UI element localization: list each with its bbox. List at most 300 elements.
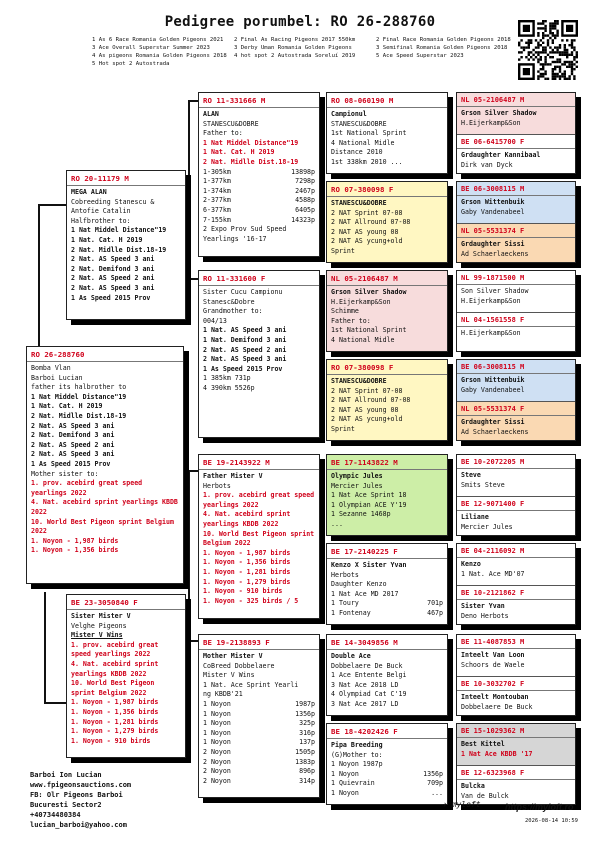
info-line: Ad Schaerlaeckens bbox=[461, 249, 529, 258]
pigeon-name: Best Kittel bbox=[461, 740, 505, 748]
ring-number: NL 05-2106487 M bbox=[327, 271, 447, 286]
result-row bbox=[331, 789, 443, 799]
ring-number: NL 99-1871500 M bbox=[457, 271, 575, 285]
result-row bbox=[203, 700, 315, 710]
pigeon-name: Mother Mister V bbox=[203, 652, 263, 660]
performance-line: 1. Noyon - 1,281 birds bbox=[203, 567, 291, 576]
info-line: Barboi Lucian bbox=[31, 373, 83, 382]
ring-number: BE 14-3049856 M bbox=[327, 635, 447, 650]
performance-line: 1. Noyon - 910 birds bbox=[71, 736, 151, 745]
performance-line: 1. Noyon - 1,279 birds bbox=[203, 577, 291, 586]
performance-line: 1. Noyon - 1,987 birds bbox=[71, 698, 159, 707]
performance-line: 10. World Best Pigeon sprint Belgium 2022 bbox=[71, 679, 155, 697]
result-race: 1-305km bbox=[203, 167, 231, 176]
card-body bbox=[457, 238, 575, 261]
pigeon-name: Pipa Breeding bbox=[331, 741, 383, 749]
pair-card bbox=[456, 270, 576, 352]
info-line: Yearlings '16-17 bbox=[203, 234, 267, 243]
card-body bbox=[457, 149, 575, 172]
info-line: 3 Nat Ace 2018 LD bbox=[331, 680, 399, 689]
ring-number: NL 05-2106487 M bbox=[457, 93, 575, 107]
ring-number: BE 17-1143822 M bbox=[327, 455, 447, 470]
info-line: STANESCU&DOBRE bbox=[203, 119, 259, 128]
info-line: 004/13 bbox=[203, 316, 227, 325]
ancestor-entry[interactable] bbox=[457, 724, 575, 765]
info-line: 1 Sezanne 1468p bbox=[331, 510, 391, 519]
pigeon-name: Grson Silver Shadow bbox=[461, 109, 537, 117]
info-line: Father to: bbox=[203, 129, 243, 138]
card-body bbox=[457, 107, 575, 130]
info-line: Ad Schaerlaeckens bbox=[461, 427, 529, 436]
performance-line: 1. Noyon - 1,281 birds bbox=[71, 717, 159, 726]
pigeon-name: Bulcka bbox=[461, 782, 485, 790]
info-line: H.Eijerkamp&Son bbox=[461, 329, 521, 337]
date-stamp: 2026-08-14 10:59 bbox=[525, 818, 578, 824]
info-line: 1 Nat. Ace MD'07 bbox=[461, 569, 525, 578]
result-race: 2 Noyon bbox=[203, 757, 231, 766]
info-line: 1st National Sprint bbox=[331, 129, 407, 138]
info-line: Bomba Vlan bbox=[31, 364, 71, 372]
ancestor-entry[interactable] bbox=[457, 496, 575, 536]
performance-line: 1 Nat. Cat. H 2019 bbox=[71, 235, 143, 244]
contact-line: FB: Olr Pigeons Barboi bbox=[30, 791, 123, 799]
connector-line bbox=[188, 640, 198, 642]
pigeon-name: Kenzo X Sister Yvan bbox=[331, 561, 407, 569]
ancestor-entry[interactable] bbox=[457, 271, 575, 312]
achievement-item: 1 As 6 Race Romania Golden Pigeons 2021 bbox=[92, 37, 224, 43]
result-race: 1-374km bbox=[203, 186, 231, 195]
connector-line bbox=[188, 100, 198, 102]
info-line: 2 NAT Sprint 07-08 bbox=[331, 208, 403, 217]
performance-line: 1 Nat. Cat. H 2019 bbox=[203, 148, 275, 157]
great-grandparent-card[interactable] bbox=[326, 723, 448, 805]
info-line: 2 NAT AS young 08 bbox=[331, 405, 399, 414]
sibling-result: 4. Nat. acebird sprint yearlings KBDB 2022 bbox=[31, 498, 178, 516]
info-line: 1 Ace Entente Belgi bbox=[331, 671, 407, 680]
ring-number: BE 23-3050840 F bbox=[67, 595, 185, 610]
ancestor-entry[interactable] bbox=[457, 223, 575, 263]
info-line: 2 NAT AS ycung+old bbox=[331, 415, 403, 424]
pigeon-name: Grdaughter Sissi bbox=[461, 418, 525, 426]
info-line: Stanesc&Dobre bbox=[203, 297, 255, 306]
info-line: 2 NAT AS young 08 bbox=[331, 227, 399, 236]
performance-line: 2 Nat. Midlle Dist.18-19 bbox=[71, 245, 167, 254]
performance-line: 1 Nat. AS Speed 3 ani bbox=[203, 326, 287, 335]
result-birds: 4588p bbox=[295, 196, 315, 205]
ring-number: BE 19-2143922 M bbox=[199, 455, 319, 470]
achievement-item: 4 hot spot 2 Autostrada Soreluí 2019 bbox=[234, 53, 356, 59]
achievements-list bbox=[92, 36, 512, 68]
ring-number: BE 06-3008115 M bbox=[457, 360, 575, 374]
result-row bbox=[203, 719, 315, 729]
info-line: 2 NAT Allround 07-08 bbox=[331, 396, 411, 405]
performance-line: 2 Nat. AS Speed 3 ani bbox=[71, 255, 155, 264]
performance-line: 1. Noyon - 325 birds / 5 bbox=[203, 596, 299, 605]
info-line: Sister Cucu Campionu bbox=[203, 288, 283, 296]
performance-line: 4. Nat. acebird sprint yearlings KBDB 2022 bbox=[71, 659, 159, 678]
ring-number: RO 07-380098 F bbox=[327, 182, 447, 197]
achievement-item: 5 Hot spot 2 Autostrada bbox=[92, 61, 170, 67]
performance-line: 1. prov. acebird great speed yearlings 2022 bbox=[203, 491, 315, 509]
pigeon-name: Kenzo bbox=[461, 560, 481, 568]
performance-line: 2 Nat. AS Speed 3 ani bbox=[31, 421, 115, 430]
result-row: 4 390km 5526p bbox=[203, 383, 255, 392]
info-line: ... bbox=[331, 519, 343, 528]
result-row bbox=[203, 710, 315, 720]
info-line: Dobbelaere De Buck bbox=[331, 661, 403, 670]
pigeon-name: Grdaughter Sissi bbox=[461, 240, 525, 248]
achievement-item: 3 Ace Overall Superstar Summer 2023 bbox=[92, 45, 210, 51]
performance-line: 2 Nat. Demifond 3 ani bbox=[71, 264, 155, 273]
great-grandparent-card[interactable] bbox=[326, 634, 448, 716]
performance-line: 1 Nat. Cat. H 2019 bbox=[31, 402, 103, 411]
card-body bbox=[327, 197, 447, 259]
card-body bbox=[327, 559, 447, 621]
info-line: CoBreed Dobbelaere bbox=[203, 661, 275, 670]
great-grandparent-card[interactable] bbox=[326, 92, 448, 174]
result-row bbox=[203, 777, 315, 787]
ring-number: NL 04-1561558 F bbox=[457, 313, 575, 327]
pair-card bbox=[456, 92, 576, 174]
result-birds: 896p bbox=[299, 767, 315, 776]
result-birds: 467p bbox=[427, 608, 443, 617]
mother-card[interactable] bbox=[66, 594, 186, 758]
result-birds: 1356p bbox=[295, 709, 315, 718]
pigeon-name: Father Mister V bbox=[203, 472, 263, 480]
performance-line: 2 Nat. AS Speed 3 ani bbox=[31, 450, 115, 459]
info-line: H.Eijerkamp&Son bbox=[331, 297, 391, 306]
pair-card bbox=[456, 454, 576, 536]
result-birds: 137p bbox=[299, 738, 315, 747]
result-race: 2 Noyon bbox=[203, 767, 231, 776]
connector-line bbox=[44, 702, 66, 704]
info-line: Van de Bulck bbox=[461, 791, 509, 800]
performance-line: 1 Nat Middel Distance"19 bbox=[203, 138, 299, 147]
card-body bbox=[457, 469, 575, 492]
performance-line: 2 Nat. AS Speed 3 ani bbox=[71, 283, 155, 292]
result-race: 1 Noyon bbox=[331, 769, 359, 778]
pair-card bbox=[456, 723, 576, 805]
info-line: Schoors de Waele bbox=[461, 660, 525, 669]
pair-card bbox=[456, 543, 576, 625]
ancestor-entry[interactable] bbox=[457, 312, 575, 352]
ancestor-entry[interactable] bbox=[457, 635, 575, 676]
owner-contact bbox=[30, 770, 131, 830]
ancestor-entry[interactable] bbox=[457, 134, 575, 174]
info-line: Mister V Wins bbox=[71, 631, 123, 640]
result-birds: 325p bbox=[299, 719, 315, 728]
great-grandparent-card[interactable] bbox=[326, 543, 448, 625]
info-line: Mercier Jules bbox=[461, 522, 513, 531]
performance-line: 1. Noyon - 1,356 birds bbox=[203, 558, 291, 567]
result-row bbox=[203, 748, 315, 758]
performance-line: 2 Nat. Midlle Dist.18-19 bbox=[31, 411, 127, 420]
ring-number: RO 08-060190 M bbox=[327, 93, 447, 108]
info-line: Daughter Kenzo bbox=[331, 580, 387, 589]
info-line: Dobbelaere De Buck bbox=[461, 702, 533, 711]
connector-line bbox=[188, 470, 190, 642]
card-body bbox=[457, 558, 575, 581]
result-race: 2 Noyon bbox=[203, 776, 231, 785]
result-birds: 2467p bbox=[295, 186, 315, 195]
pigeon-name: Steve bbox=[461, 471, 481, 479]
result-race: 7-155km bbox=[203, 215, 231, 224]
result-race: 1 Toury bbox=[331, 599, 359, 608]
ring-number: RO 11-331666 M bbox=[199, 93, 319, 108]
pigeon-name: Inteelt Van Loon bbox=[461, 651, 525, 659]
result-row bbox=[331, 609, 443, 619]
result-race: 2-377km bbox=[203, 196, 231, 205]
ring-number: BE 06-3008115 M bbox=[457, 182, 575, 196]
pigeon-name: STANESCU&DOBRE bbox=[331, 377, 387, 385]
info-line: Antofie Catalin bbox=[71, 207, 131, 216]
performance-line: 1. prov. acebird great speed yearlings 2022 bbox=[71, 640, 159, 659]
ancestor-entry[interactable] bbox=[457, 585, 575, 625]
result-race: 1 Noyon bbox=[203, 738, 231, 747]
info-line: Velghe Pigeons bbox=[71, 621, 127, 630]
ancestor-entry[interactable] bbox=[457, 676, 575, 716]
ancestor-entry[interactable] bbox=[457, 544, 575, 585]
achievement-item: 2 Final Race Romania Golden Pigeons 2018 bbox=[376, 37, 511, 43]
result-row bbox=[203, 738, 315, 748]
info-line: 4 Olympiad Cat C'19 bbox=[331, 690, 407, 699]
info-line: 1st National Sprint bbox=[331, 326, 407, 335]
info-line: Sprint bbox=[331, 424, 355, 433]
result-birds: 1505p bbox=[295, 747, 315, 756]
info-line: 1 Nat Ace Sprint 18 bbox=[331, 491, 407, 500]
ring-number: BE 10-2121862 F bbox=[457, 586, 575, 600]
achievement-item: 2 Final As Racing Pigeons 2017 550km bbox=[234, 37, 356, 43]
connector-line bbox=[188, 278, 198, 280]
ancestor-entry[interactable] bbox=[457, 455, 575, 496]
pigeon-name: Grson Silver Shadow bbox=[331, 288, 407, 296]
pigeon-name: Double Ace bbox=[331, 652, 371, 660]
ring-number: RO 07-380098 F bbox=[327, 360, 447, 375]
pigeon-name: Olympic Jules bbox=[331, 472, 383, 480]
connector-line bbox=[38, 204, 40, 346]
info-line: Distance 2010 bbox=[331, 148, 383, 157]
great-grandparent-card[interactable] bbox=[326, 181, 448, 263]
performance-line: 4. Nat. acebird sprint yearlings KBDB 2022 bbox=[203, 510, 291, 528]
result-birds: 6405p bbox=[295, 205, 315, 214]
ancestor-entry[interactable] bbox=[457, 93, 575, 134]
ring-number: BE 06-6415700 F bbox=[457, 135, 575, 149]
achievement-item: 3 Derby Uman Romania Golden Pigeons bbox=[234, 45, 352, 51]
logo-text: myloft bbox=[451, 800, 481, 809]
performance-line: 2 Nat. AS Speed 2 ani bbox=[203, 345, 287, 354]
ring-number: BE 15-1029362 M bbox=[457, 724, 575, 738]
info-line: Gaby Vandenabeel bbox=[461, 207, 525, 216]
performance-line: 1. Noyon - 1,356 birds bbox=[71, 707, 159, 716]
sibling-result: 1. Noyon - 1,356 birds bbox=[31, 546, 119, 555]
performance-line: 2 Nat. AS Speed 2 ani bbox=[31, 440, 115, 449]
performance-line: 1 As Speed 2015 Prov bbox=[31, 459, 111, 468]
info-line: 3 Nat Ace 2017 LD bbox=[331, 699, 399, 708]
maternal-grandmother-card[interactable] bbox=[198, 634, 320, 798]
ring-number: BE 04-2116092 M bbox=[457, 544, 575, 558]
pigeon-name: STANESCU&DOBRE bbox=[331, 199, 387, 207]
achievement-item: 3 Semifinal Romania Golden Pigeons 2018 bbox=[376, 45, 508, 51]
performance-line: 1 Nat Middel Distance"19 bbox=[71, 226, 167, 235]
qr-code-icon[interactable] bbox=[518, 20, 578, 80]
sibling-result: 10. World Best Pigeon sprint Belgium 2022 bbox=[31, 517, 174, 536]
result-birds: 1987p bbox=[295, 699, 315, 708]
result-birds: 7298p bbox=[295, 177, 315, 186]
result-race: 1 Noyon bbox=[203, 719, 231, 728]
info-line: 4 National Midle bbox=[331, 335, 395, 344]
result-birds: 1356p bbox=[423, 769, 443, 778]
result-row bbox=[203, 177, 315, 187]
pigeon-name: Grson Wittenbuik bbox=[461, 376, 525, 384]
card-body bbox=[457, 738, 575, 761]
result-birds: 701p bbox=[427, 599, 443, 608]
performance-line: 1 As Speed 2015 Prov bbox=[71, 293, 151, 302]
ring-number: RO 26-288760 bbox=[27, 347, 183, 362]
info-line: Grandmother to: bbox=[203, 307, 263, 316]
info-line: 2 Expo Prov Sud Speed bbox=[203, 225, 287, 234]
info-line: STANESCU&DOBRE bbox=[331, 119, 387, 128]
ring-number: BE 12-9071400 F bbox=[457, 497, 575, 511]
result-race: 1 Noyon bbox=[203, 709, 231, 718]
card-body bbox=[327, 470, 447, 532]
performance-line: 10. World Best Pigeon sprint Belgium 2022 bbox=[203, 529, 315, 548]
great-grandparent-card[interactable] bbox=[326, 454, 448, 536]
info-line: Cobreeding Stanescu & bbox=[71, 197, 155, 206]
maternal-grandfather-card[interactable] bbox=[198, 454, 320, 619]
info-line: ng KBDB'21 bbox=[203, 690, 243, 699]
result-birds: 14323p bbox=[291, 215, 315, 224]
ancestor-entry[interactable] bbox=[457, 765, 575, 805]
pigeon-name: Inteelt Montouban bbox=[461, 693, 529, 701]
contact-line: lucian_barboi@yahoo.com bbox=[30, 821, 127, 829]
result-row bbox=[331, 770, 443, 780]
info-line: Herbots bbox=[203, 481, 231, 490]
result-race: 1 Noyon bbox=[203, 699, 231, 708]
card-body bbox=[327, 108, 447, 170]
performance-line: 1 Nat. Demifond 3 ani bbox=[203, 335, 287, 344]
ring-number: BE 19-2138893 F bbox=[199, 635, 319, 650]
result-race: 1 Noyon bbox=[331, 788, 359, 797]
info-line: 2 NAT Sprint 07-08 bbox=[331, 386, 403, 395]
subject-pigeon-card[interactable] bbox=[26, 346, 184, 584]
card-body bbox=[457, 511, 575, 534]
pigeon-name: Campionul bbox=[331, 110, 367, 118]
result-race: 1-377km bbox=[203, 177, 231, 186]
ancestor-entry[interactable] bbox=[457, 182, 575, 223]
result-race: 1 Quievrain bbox=[331, 779, 375, 788]
ring-number: BE 10-2072205 M bbox=[457, 455, 575, 469]
performance-line: 2 Nat. Demifond 3 ani bbox=[31, 431, 115, 440]
card-body bbox=[327, 286, 447, 348]
card-body bbox=[457, 691, 575, 714]
pair-card bbox=[456, 181, 576, 263]
result-race: 2 Noyon bbox=[203, 747, 231, 756]
result-row bbox=[331, 599, 443, 609]
pigeon-name: ALAN bbox=[203, 110, 219, 118]
result-row bbox=[203, 206, 315, 216]
info-line: 1 Nat Ace KBDB '17 bbox=[461, 749, 533, 758]
info-line: H.Eijerkamp&Son bbox=[461, 118, 521, 127]
result-birds: 709p bbox=[427, 779, 443, 788]
paternal-grandmother-card[interactable] bbox=[198, 270, 320, 438]
result-birds: 13898p bbox=[291, 167, 315, 176]
father-card[interactable] bbox=[66, 170, 186, 320]
ring-number: BE 12-6323968 F bbox=[457, 766, 575, 780]
card-body bbox=[327, 650, 447, 712]
connector-line bbox=[38, 204, 66, 206]
pigeon-name: Grdaughter Kannibaal bbox=[461, 151, 541, 159]
result-birds: ... bbox=[431, 788, 443, 797]
info-line: Dirk van Dyck bbox=[461, 160, 513, 169]
performance-line: 1 As Speed 2015 Prov bbox=[203, 364, 283, 373]
info-line: Sprint bbox=[331, 246, 355, 255]
result-birds: 316p bbox=[299, 728, 315, 737]
card-body bbox=[457, 600, 575, 623]
card-body bbox=[457, 285, 575, 308]
info-line: 1 Nat. Ace Sprint Yearli bbox=[203, 680, 299, 689]
great-grandparent-card[interactable] bbox=[326, 270, 448, 352]
info-line: Mother sister to: bbox=[31, 469, 99, 478]
info-line: 1 Olympian ACE Y'19 bbox=[331, 500, 407, 509]
card-body bbox=[327, 739, 447, 801]
info-line: 2 NAT AS ycung+old bbox=[331, 237, 403, 246]
connector-line bbox=[44, 592, 46, 702]
card-body bbox=[457, 374, 575, 397]
ancestor-entry[interactable] bbox=[457, 401, 575, 441]
site-link[interactable]: https://myloft.ro bbox=[505, 802, 574, 812]
info-line: Gaby Vandenabeel bbox=[461, 385, 525, 394]
connector-line bbox=[188, 470, 198, 472]
info-line: Herbots bbox=[331, 570, 359, 579]
card-body bbox=[457, 327, 575, 341]
card-body bbox=[457, 649, 575, 672]
ancestor-entry[interactable] bbox=[457, 360, 575, 401]
contact-line: www.fpigeonsauctions.com bbox=[30, 781, 132, 789]
info-line: Father to: bbox=[331, 316, 371, 325]
result-race: 6-377km bbox=[203, 205, 231, 214]
result-row bbox=[203, 168, 315, 178]
pigeon-name: Sister Yvan bbox=[461, 602, 505, 610]
sibling-result: 1. prov. acebird great speed yearlings 2022 bbox=[31, 479, 143, 497]
info-line: 1st 338km 2010 ... bbox=[331, 157, 403, 166]
pigeon-name: Grson Wittenbuik bbox=[461, 198, 525, 206]
info-line: Halfbrother to: bbox=[71, 216, 131, 225]
result-row bbox=[203, 187, 315, 197]
info-line: Mister V Wins bbox=[203, 671, 255, 680]
myloft-logo: ✈ myloft bbox=[442, 800, 481, 809]
performance-line: 1. Noyon - 1,987 birds bbox=[203, 548, 291, 557]
performance-line: 1 Nat Middel Distance"19 bbox=[31, 392, 127, 401]
contact-line: Barboi Ion Lucian bbox=[30, 771, 102, 779]
result-birds: 1383p bbox=[295, 757, 315, 766]
info-line: Mercier Jules bbox=[331, 481, 383, 490]
page-title: Pedigree porumbel: RO 26-288760 bbox=[164, 14, 436, 30]
pair-card bbox=[456, 359, 576, 441]
result-race: 1 Fontenay bbox=[331, 608, 371, 617]
great-grandparent-card[interactable] bbox=[326, 359, 448, 441]
paternal-grandfather-card[interactable] bbox=[198, 92, 320, 257]
achievement-item: 5 Ace Speed Superstar 2023 bbox=[376, 53, 464, 59]
performance-line: 2 Nat. Midlle Dist.18-19 bbox=[203, 157, 299, 166]
ring-number: BE 11-4087853 M bbox=[457, 635, 575, 649]
card-body bbox=[457, 416, 575, 439]
result-row bbox=[203, 196, 315, 206]
pair-card bbox=[456, 634, 576, 716]
performance-line: 1. Noyon - 1,279 birds bbox=[71, 727, 159, 736]
info-line: 1 Nat Ace MD 2017 bbox=[331, 589, 399, 598]
result-birds: 314p bbox=[299, 776, 315, 785]
info-line: Schimme bbox=[331, 307, 359, 316]
